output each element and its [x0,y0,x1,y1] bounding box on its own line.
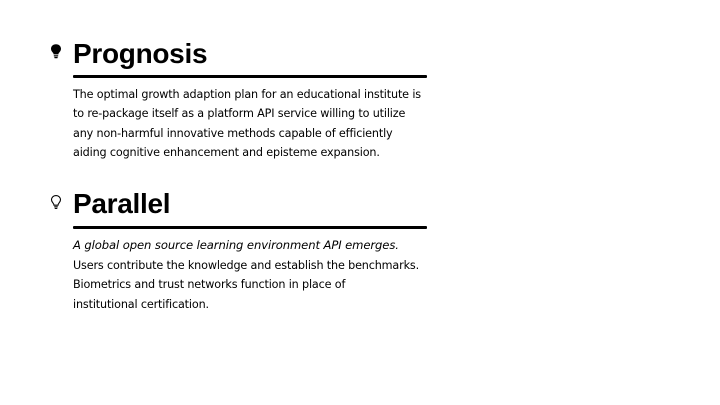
section-heading: Parallel [73,188,171,219]
section-body [73,85,453,162]
body-line: to re-package itself as a platform API service willing to utilize [73,107,406,121]
lead-line: A global open source learning environment API emerges. [73,238,399,252]
body-line: institutional certification. [73,297,209,311]
body-line: The optimal growth adaption plan for an educational institute is [73,88,421,101]
section-body [73,234,453,314]
heading-underline [73,226,427,229]
heading-underline [73,75,427,78]
body-line: Biometrics and trust networks function in place of [73,278,346,292]
body-line: aiding cognitive enhancement and episteme expansion. [73,145,380,159]
section-heading: Prognosis [73,38,208,69]
body-line: any non-harmful innovative methods capable of efficiently [73,126,393,140]
lightbulb-filled-icon [49,43,63,59]
body-line: Users contribute the knowledge and establish the benchmarks. [73,259,419,272]
lightbulb-outline-icon [49,194,63,210]
